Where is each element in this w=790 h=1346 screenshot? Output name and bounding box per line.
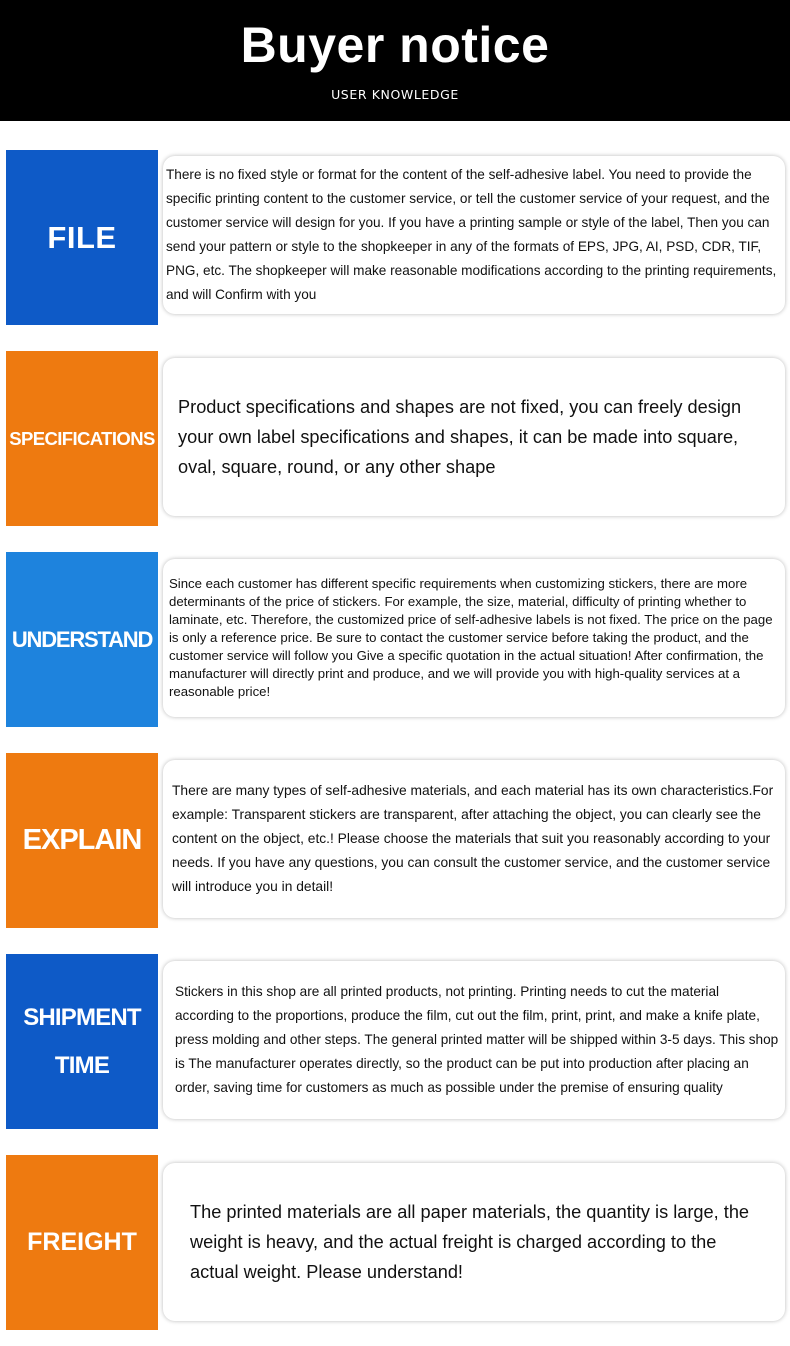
section-card-shipment-time (163, 961, 785, 1119)
section-label-freight: FREIGHT (6, 1155, 158, 1330)
section-card-specifications (163, 358, 785, 516)
section-specifications (0, 351, 790, 526)
section-text-understand: Since each customer has different specific requirements when customizing stickers, there are more determinants of the price of stickers. For example, the size, material, difficulty of printing whether to laminate, etc. Therefore, the customized price of self-adhesive labels is not fixed. The price on the page is only a reference price. Be sure to contact the customer service before taking the product, and the customer service will follow you Give a specific quotation in the actual situation! After confirmation, the manufacturer will directly print and produce, and we will provide you with high-quality services at a reasonable price! (169, 576, 773, 699)
section-text-freight: The printed materials are all paper materials, the quantity is large, the weight is heavy, and the actual freight is charged according to the actual weight. Please understand! (190, 1202, 750, 1282)
section-label-file: FILE (6, 150, 158, 325)
section-shipment-time (0, 954, 790, 1129)
section-label-understand: UNDERSTAND (6, 552, 158, 727)
page-header (0, 0, 790, 121)
section-text-file: There is no fixed style or format for the content of the self-adhesive label. You need to provide the specific printing content to the customer service, or tell the customer service of your request, and the customer service will design for you. If you have a printing sample or style of the label, Then you can send your pattern or style to the shopkeeper in any of the formats of EPS, JPG, AI, PSD, CDR, TIF, PNG, etc. The shopkeeper will make reasonable modifications according to the printing requirements, and will Confirm with you (166, 167, 777, 302)
section-card-file (163, 156, 785, 314)
page-subtitle: USER KNOWLEDGE (331, 87, 459, 102)
section-explain (0, 753, 790, 928)
section-card-understand (163, 559, 785, 717)
section-text-explain: There are many types of self-adhesive materials, and each material has its own characteristics.For example: Transparent stickers are transparent, after attaching the object, you can clearly see the content on the object, etc.! Please choose the materials that suit you reasonably according to your needs. If you have any questions, you can consult the customer service, and the customer service will introduce you in detail! (172, 783, 774, 894)
section-understand (0, 552, 790, 727)
section-file (0, 150, 790, 325)
page-title: Buyer notice (240, 17, 550, 73)
section-label-shipment-time: SHIPMENT TIME (6, 954, 158, 1129)
section-label-specifications: SPECIFICATIONS (6, 351, 158, 526)
section-card-freight (163, 1163, 785, 1321)
section-text-shipment-time: Stickers in this shop are all printed products, not printing. Printing needs to cut the material according to the proportions, produce the film, cut out the film, print, print, and make a knife plate, press molding and other steps. The general printed matter will be shipped within 3-5 days. This shop is The manufacturer operates directly, so the product can be put into production after placing an order, saving time for customers as much as possible under the premise of ensuring quality (175, 984, 779, 1095)
section-text-specifications: Product specifications and shapes are not fixed, you can freely design your own label specifications and shapes, it can be made into square, oval, square, round, or any other shape (178, 397, 742, 477)
section-card-explain (163, 760, 785, 918)
section-label-explain: EXPLAIN (6, 753, 158, 928)
section-freight (0, 1155, 790, 1330)
